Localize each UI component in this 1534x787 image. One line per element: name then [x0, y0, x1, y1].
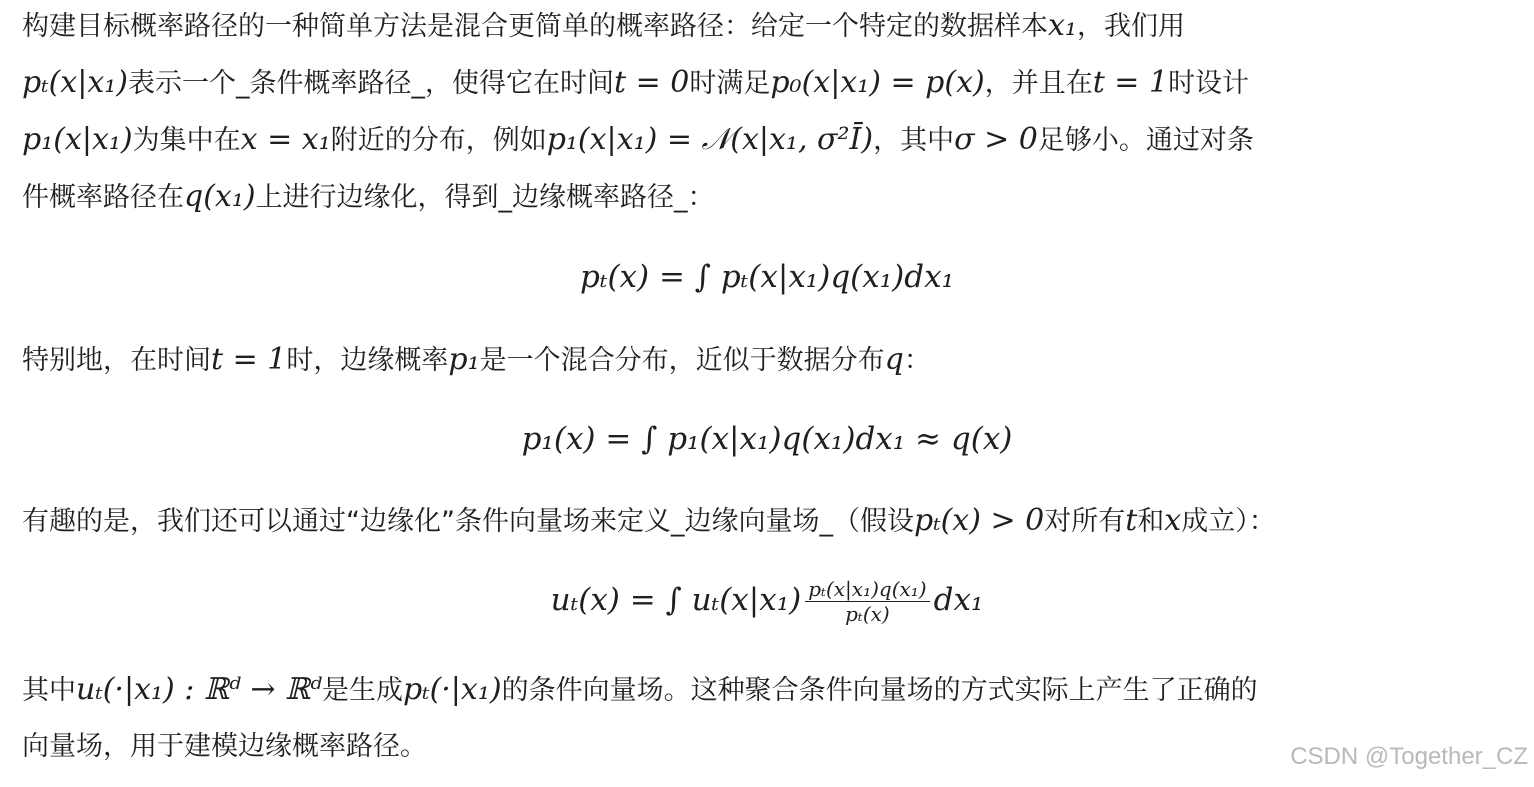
- text: 其中: [22, 675, 76, 706]
- text: 成立）：: [1181, 506, 1276, 537]
- equation-rhs: dx₁: [933, 582, 984, 618]
- text: 向量场，用于建模边缘概率路径。: [22, 731, 427, 762]
- math-inline: t = 1: [211, 342, 287, 377]
- paragraph-1-line-3: [22, 120, 1254, 161]
- paragraph-3: [22, 501, 1276, 542]
- text: 的条件向量场。这种聚合条件向量场的方式实际上产生了正确的: [501, 675, 1258, 706]
- text: 是一个混合分布，近似于数据分布: [479, 345, 885, 376]
- paragraph-4-line-2: [22, 727, 427, 767]
- text: 足够小。通过对条: [1037, 125, 1254, 156]
- equation-lhs: uₜ(x) = ∫ uₜ(x|x₁): [550, 582, 802, 618]
- paragraph-1-line-1: [22, 6, 1185, 47]
- text: 有趣的是，我们还可以通过“边缘化”条件向量场来定义_边缘向量场_（假设: [22, 506, 914, 537]
- text: ：: [903, 345, 931, 376]
- text: 时，边缘概率: [286, 345, 449, 376]
- math-inline: q(x₁): [184, 179, 256, 214]
- text: 表示一个_条件概率路径_，使得它在时间: [127, 68, 614, 99]
- text: 和: [1137, 506, 1165, 537]
- math-inline: pₜ(x) > 0: [913, 503, 1045, 538]
- paragraph-1-line-4: [22, 177, 715, 218]
- math-inline: t: [1125, 503, 1138, 538]
- text: 构建目标概率路径的一种简单方法是混合更简单的概率路径：给定一个特定的数据样本: [22, 11, 1048, 42]
- equation-marginal-vector-field: [22, 570, 1512, 630]
- fraction-denominator: pₜ(x): [845, 602, 890, 626]
- paragraph-1-line-2: [22, 63, 1249, 104]
- text: 件概率路径在: [22, 182, 184, 213]
- text: 时设计: [1168, 68, 1250, 99]
- math-inline: uₜ(·|x₁) : ℝᵈ → ℝᵈ: [76, 672, 322, 707]
- watermark: CSDN @Together_CZ: [1290, 743, 1528, 770]
- math-inline: x = x₁: [240, 122, 331, 157]
- math-inline: p₁(x|x₁) = 𝒩(x|x₁, σ²Ī): [546, 122, 874, 157]
- math-inline: σ > 0: [954, 122, 1038, 157]
- math-inline: p₁: [448, 342, 480, 377]
- paragraph-2: [22, 340, 931, 381]
- fraction-numerator: pₜ(x|x₁)q(x₁): [805, 577, 929, 602]
- math-inline: q: [884, 342, 904, 377]
- text: 为集中在: [132, 125, 241, 156]
- equation-mixture-approx: p₁(x) = ∫ p₁(x|x₁)q(x₁)dx₁ ≈ q(x): [521, 421, 1013, 457]
- text: ，其中: [873, 125, 955, 156]
- text: 是生成: [321, 675, 403, 706]
- math-inline: pₜ(·|x₁): [402, 672, 502, 707]
- math-inline: p₁(x|x₁): [22, 122, 133, 157]
- text: 对所有: [1044, 506, 1126, 537]
- paragraph-4-line-1: [22, 670, 1258, 711]
- text: ，我们用: [1076, 11, 1185, 42]
- math-inline: x: [1164, 503, 1182, 538]
- text: 附近的分布，例如: [330, 125, 547, 156]
- math-inline: pₜ(x|x₁): [22, 65, 128, 100]
- text: ，并且在: [984, 68, 1093, 99]
- text: 上进行边缘化，得到_边缘概率路径_：: [255, 182, 715, 213]
- math-inline: p₀(x|x₁) = p(x): [770, 65, 985, 100]
- math-inline: t = 1: [1092, 65, 1169, 100]
- equation-marginal-path: pₜ(x) = ∫ pₜ(x|x₁)q(x₁)dx₁: [579, 259, 955, 295]
- math-inline: t = 0: [613, 65, 690, 100]
- text: 时满足: [689, 68, 771, 99]
- math-inline: x₁: [1048, 8, 1077, 43]
- fraction: [805, 577, 929, 626]
- text: 特别地，在时间: [22, 345, 211, 376]
